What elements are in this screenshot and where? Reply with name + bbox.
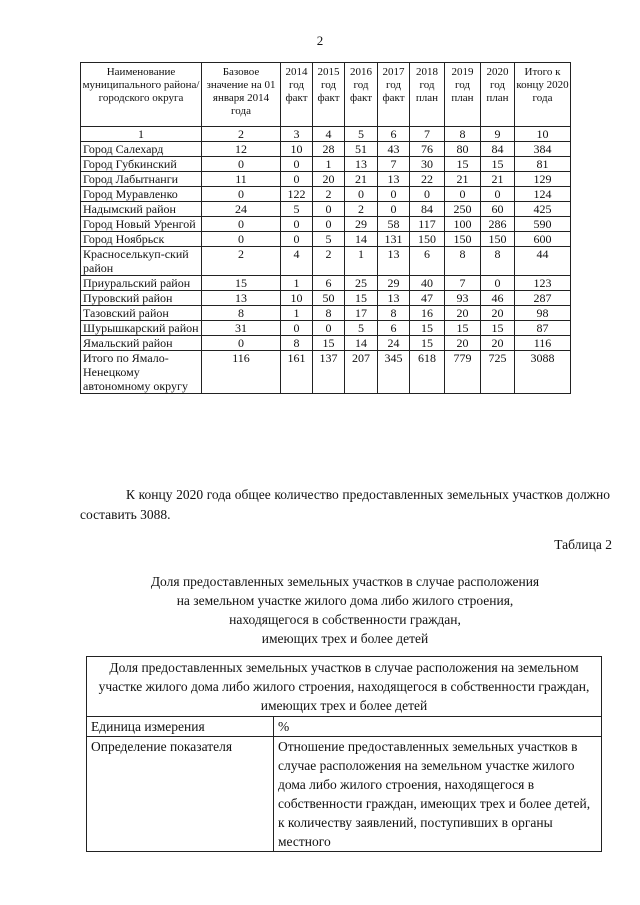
value-cell: 2	[345, 202, 378, 217]
value-cell: 5	[313, 232, 345, 247]
value-cell: 46	[481, 291, 515, 306]
value-cell: 84	[410, 202, 445, 217]
value-cell: 11	[202, 172, 281, 187]
value-cell: 0	[313, 202, 345, 217]
value-cell: 13	[378, 247, 410, 276]
value-cell: 51	[345, 142, 378, 157]
value-cell: 0	[410, 187, 445, 202]
value-cell: 47	[410, 291, 445, 306]
value-cell: 20	[445, 336, 481, 351]
value-cell: 76	[410, 142, 445, 157]
value-cell: 60	[481, 202, 515, 217]
value-cell: 384	[515, 142, 571, 157]
municipality-name: Приуральский район	[81, 276, 202, 291]
value-cell: 425	[515, 202, 571, 217]
value-cell: 8	[481, 247, 515, 276]
value-cell: 137	[313, 351, 345, 394]
indicator-row-unit	[87, 717, 602, 737]
header-total: Итого к концу 2020 года	[515, 63, 571, 127]
value-cell: 129	[515, 172, 571, 187]
value-cell: 7	[445, 276, 481, 291]
column-index-cell: 7	[410, 127, 445, 142]
value-cell: 15	[313, 336, 345, 351]
value-cell: 84	[481, 142, 515, 157]
value-cell: 0	[281, 232, 313, 247]
header-2014: 2014 год факт	[281, 63, 313, 127]
table-row	[81, 142, 571, 157]
value-cell: 31	[202, 321, 281, 336]
value-cell: 0	[281, 172, 313, 187]
column-index-cell: 1	[81, 127, 202, 142]
value-cell: 28	[313, 142, 345, 157]
column-index-cell: 8	[445, 127, 481, 142]
value-cell: 0	[481, 187, 515, 202]
municipality-name: Город Ноябрьск	[81, 232, 202, 247]
value-cell: 87	[515, 321, 571, 336]
value-cell: 0	[313, 321, 345, 336]
value-cell: 150	[410, 232, 445, 247]
value-cell: 93	[445, 291, 481, 306]
value-cell: 15	[481, 321, 515, 336]
value-cell: 0	[281, 157, 313, 172]
value-cell: 24	[378, 336, 410, 351]
indicator-label: Единица измерения	[87, 717, 274, 737]
header-base-value: Базовое значение на 01 января 2014 года	[202, 63, 281, 127]
indicator-row-definition	[87, 737, 602, 852]
value-cell: 100	[445, 217, 481, 232]
value-cell: 4	[281, 247, 313, 276]
value-cell: 0	[313, 217, 345, 232]
value-cell: 6	[410, 247, 445, 276]
table-row	[81, 276, 571, 291]
header-2019: 2019 год план	[445, 63, 481, 127]
value-cell: 2	[313, 187, 345, 202]
value-cell: 14	[345, 336, 378, 351]
value-cell: 8	[202, 306, 281, 321]
indicator-title: Доля предоставленных земельных участков в случае расположения на земельном участке жилого дома либо жилого строения, находящегося в собственности граждан, имеющих трех и более детей	[87, 657, 602, 717]
value-cell: 124	[515, 187, 571, 202]
value-cell: 15	[445, 157, 481, 172]
value-cell: 1	[281, 306, 313, 321]
value-cell: 0	[378, 202, 410, 217]
value-cell: 286	[481, 217, 515, 232]
value-cell: 21	[481, 172, 515, 187]
value-cell: 8	[313, 306, 345, 321]
value-cell: 5	[281, 202, 313, 217]
column-index-cell: 9	[481, 127, 515, 142]
value-cell: 0	[345, 187, 378, 202]
column-index-cell: 4	[313, 127, 345, 142]
value-cell: 44	[515, 247, 571, 276]
value-cell: 21	[345, 172, 378, 187]
header-2015: 2015 год факт	[313, 63, 345, 127]
indicator-label: Определение показателя	[87, 737, 274, 852]
table-row	[81, 157, 571, 172]
value-cell: 116	[515, 336, 571, 351]
value-cell: 150	[481, 232, 515, 247]
indicator-table	[86, 656, 602, 852]
value-cell: 0	[281, 217, 313, 232]
value-cell: 17	[345, 306, 378, 321]
value-cell: 2	[202, 247, 281, 276]
value-cell: 14	[345, 232, 378, 247]
table-2-caption	[80, 572, 610, 648]
municipality-name: Тазовский район	[81, 306, 202, 321]
value-cell: 1	[313, 157, 345, 172]
value-cell: 25	[345, 276, 378, 291]
column-index-cell: 5	[345, 127, 378, 142]
value-cell: 8	[445, 247, 481, 276]
page-number: 2	[316, 33, 324, 48]
table-row	[81, 306, 571, 321]
header-2020: 2020 год план	[481, 63, 515, 127]
value-cell: 250	[445, 202, 481, 217]
value-cell: 16	[410, 306, 445, 321]
value-cell: 8	[378, 306, 410, 321]
municipality-name: Пуровский район	[81, 291, 202, 306]
value-cell: 116	[202, 351, 281, 394]
value-cell: 13	[378, 172, 410, 187]
value-cell: 0	[202, 157, 281, 172]
value-cell: 20	[481, 336, 515, 351]
indicator-value: Отношение предоставленных земельных участков в случае расположения на земельном участке жилого дома либо жилого строения, находящегося в собственности граждан, имеющих трех и более детей, к количеству заявлений, поступивших в органы местного	[274, 737, 602, 852]
value-cell: 13	[202, 291, 281, 306]
value-cell: 131	[378, 232, 410, 247]
municipality-name: Город Губкинский	[81, 157, 202, 172]
municipality-name: Красноселькуп-ский район	[81, 247, 202, 276]
value-cell: 58	[378, 217, 410, 232]
table-row	[81, 336, 571, 351]
table-row	[81, 291, 571, 306]
value-cell: 618	[410, 351, 445, 394]
value-cell: 150	[445, 232, 481, 247]
value-cell: 15	[410, 321, 445, 336]
header-municipality: Наименование муниципального района/городского округа	[81, 63, 202, 127]
value-cell: 779	[445, 351, 481, 394]
table-row	[81, 232, 571, 247]
value-cell: 0	[202, 336, 281, 351]
value-cell: 725	[481, 351, 515, 394]
table-row	[81, 202, 571, 217]
value-cell: 0	[202, 217, 281, 232]
value-cell: 81	[515, 157, 571, 172]
value-cell: 20	[313, 172, 345, 187]
caption-line: на земельном участке жилого дома либо жилого строения,	[176, 593, 514, 608]
indicator-header-row	[87, 657, 602, 717]
column-index-cell: 2	[202, 127, 281, 142]
caption-line: имеющих трех и более детей	[261, 631, 429, 646]
value-cell: 80	[445, 142, 481, 157]
value-cell: 345	[378, 351, 410, 394]
table-row	[81, 172, 571, 187]
municipality-name: Город Муравленко	[81, 187, 202, 202]
value-cell: 0	[281, 321, 313, 336]
table-row	[81, 187, 571, 202]
table-row	[81, 247, 571, 276]
land-plots-table	[80, 62, 571, 394]
header-2016: 2016 год факт	[345, 63, 378, 127]
table-row	[81, 321, 571, 336]
municipality-name: Город Лабытнанги	[81, 172, 202, 187]
value-cell: 117	[410, 217, 445, 232]
column-index-cell: 3	[281, 127, 313, 142]
value-cell: 123	[515, 276, 571, 291]
table-row	[81, 217, 571, 232]
value-cell: 0	[445, 187, 481, 202]
header-2017: 2017 год факт	[378, 63, 410, 127]
value-cell: 43	[378, 142, 410, 157]
municipality-name: Надымский район	[81, 202, 202, 217]
value-cell: 15	[202, 276, 281, 291]
value-cell: 6	[313, 276, 345, 291]
table-row	[81, 351, 571, 394]
value-cell: 6	[378, 321, 410, 336]
value-cell: 161	[281, 351, 313, 394]
table-2-label: Таблица 2	[554, 537, 612, 552]
value-cell: 50	[313, 291, 345, 306]
header-2018: 2018 год план	[410, 63, 445, 127]
caption-line: находящегося в собственности граждан,	[229, 612, 461, 627]
value-cell: 29	[378, 276, 410, 291]
summary-paragraph: К концу 2020 года общее количество предоставленных земельных участков должно составить 3088.	[80, 487, 610, 522]
value-cell: 122	[281, 187, 313, 202]
column-index-cell: 10	[515, 127, 571, 142]
indicator-value: %	[274, 717, 602, 737]
value-cell: 0	[202, 187, 281, 202]
municipality-name: Итого по Ямало-Ненецкому автономному округу	[81, 351, 202, 394]
caption-line: Доля предоставленных земельных участков в случае расположения	[150, 574, 540, 589]
value-cell: 15	[445, 321, 481, 336]
municipality-name: Город Новый Уренгой	[81, 217, 202, 232]
value-cell: 2	[313, 247, 345, 276]
value-cell: 24	[202, 202, 281, 217]
value-cell: 7	[378, 157, 410, 172]
value-cell: 15	[410, 336, 445, 351]
value-cell: 590	[515, 217, 571, 232]
column-index-cell: 6	[378, 127, 410, 142]
value-cell: 1	[281, 276, 313, 291]
value-cell: 600	[515, 232, 571, 247]
value-cell: 10	[281, 142, 313, 157]
value-cell: 15	[345, 291, 378, 306]
value-cell: 13	[378, 291, 410, 306]
value-cell: 30	[410, 157, 445, 172]
value-cell: 29	[345, 217, 378, 232]
value-cell: 0	[378, 187, 410, 202]
value-cell: 21	[445, 172, 481, 187]
value-cell: 40	[410, 276, 445, 291]
value-cell: 20	[445, 306, 481, 321]
value-cell: 20	[481, 306, 515, 321]
value-cell: 12	[202, 142, 281, 157]
header-row	[81, 63, 571, 127]
value-cell: 13	[345, 157, 378, 172]
value-cell: 0	[481, 276, 515, 291]
land-plots-table-body	[81, 127, 571, 394]
municipality-name: Шурышкарский район	[81, 321, 202, 336]
value-cell: 98	[515, 306, 571, 321]
value-cell: 8	[281, 336, 313, 351]
value-cell: 10	[281, 291, 313, 306]
column-index-row	[81, 127, 571, 142]
value-cell: 287	[515, 291, 571, 306]
value-cell: 0	[202, 232, 281, 247]
value-cell: 1	[345, 247, 378, 276]
value-cell: 207	[345, 351, 378, 394]
value-cell: 22	[410, 172, 445, 187]
value-cell: 15	[481, 157, 515, 172]
municipality-name: Город Салехард	[81, 142, 202, 157]
value-cell: 5	[345, 321, 378, 336]
municipality-name: Ямальский район	[81, 336, 202, 351]
value-cell: 3088	[515, 351, 571, 394]
land-plots-table-header	[81, 63, 571, 127]
